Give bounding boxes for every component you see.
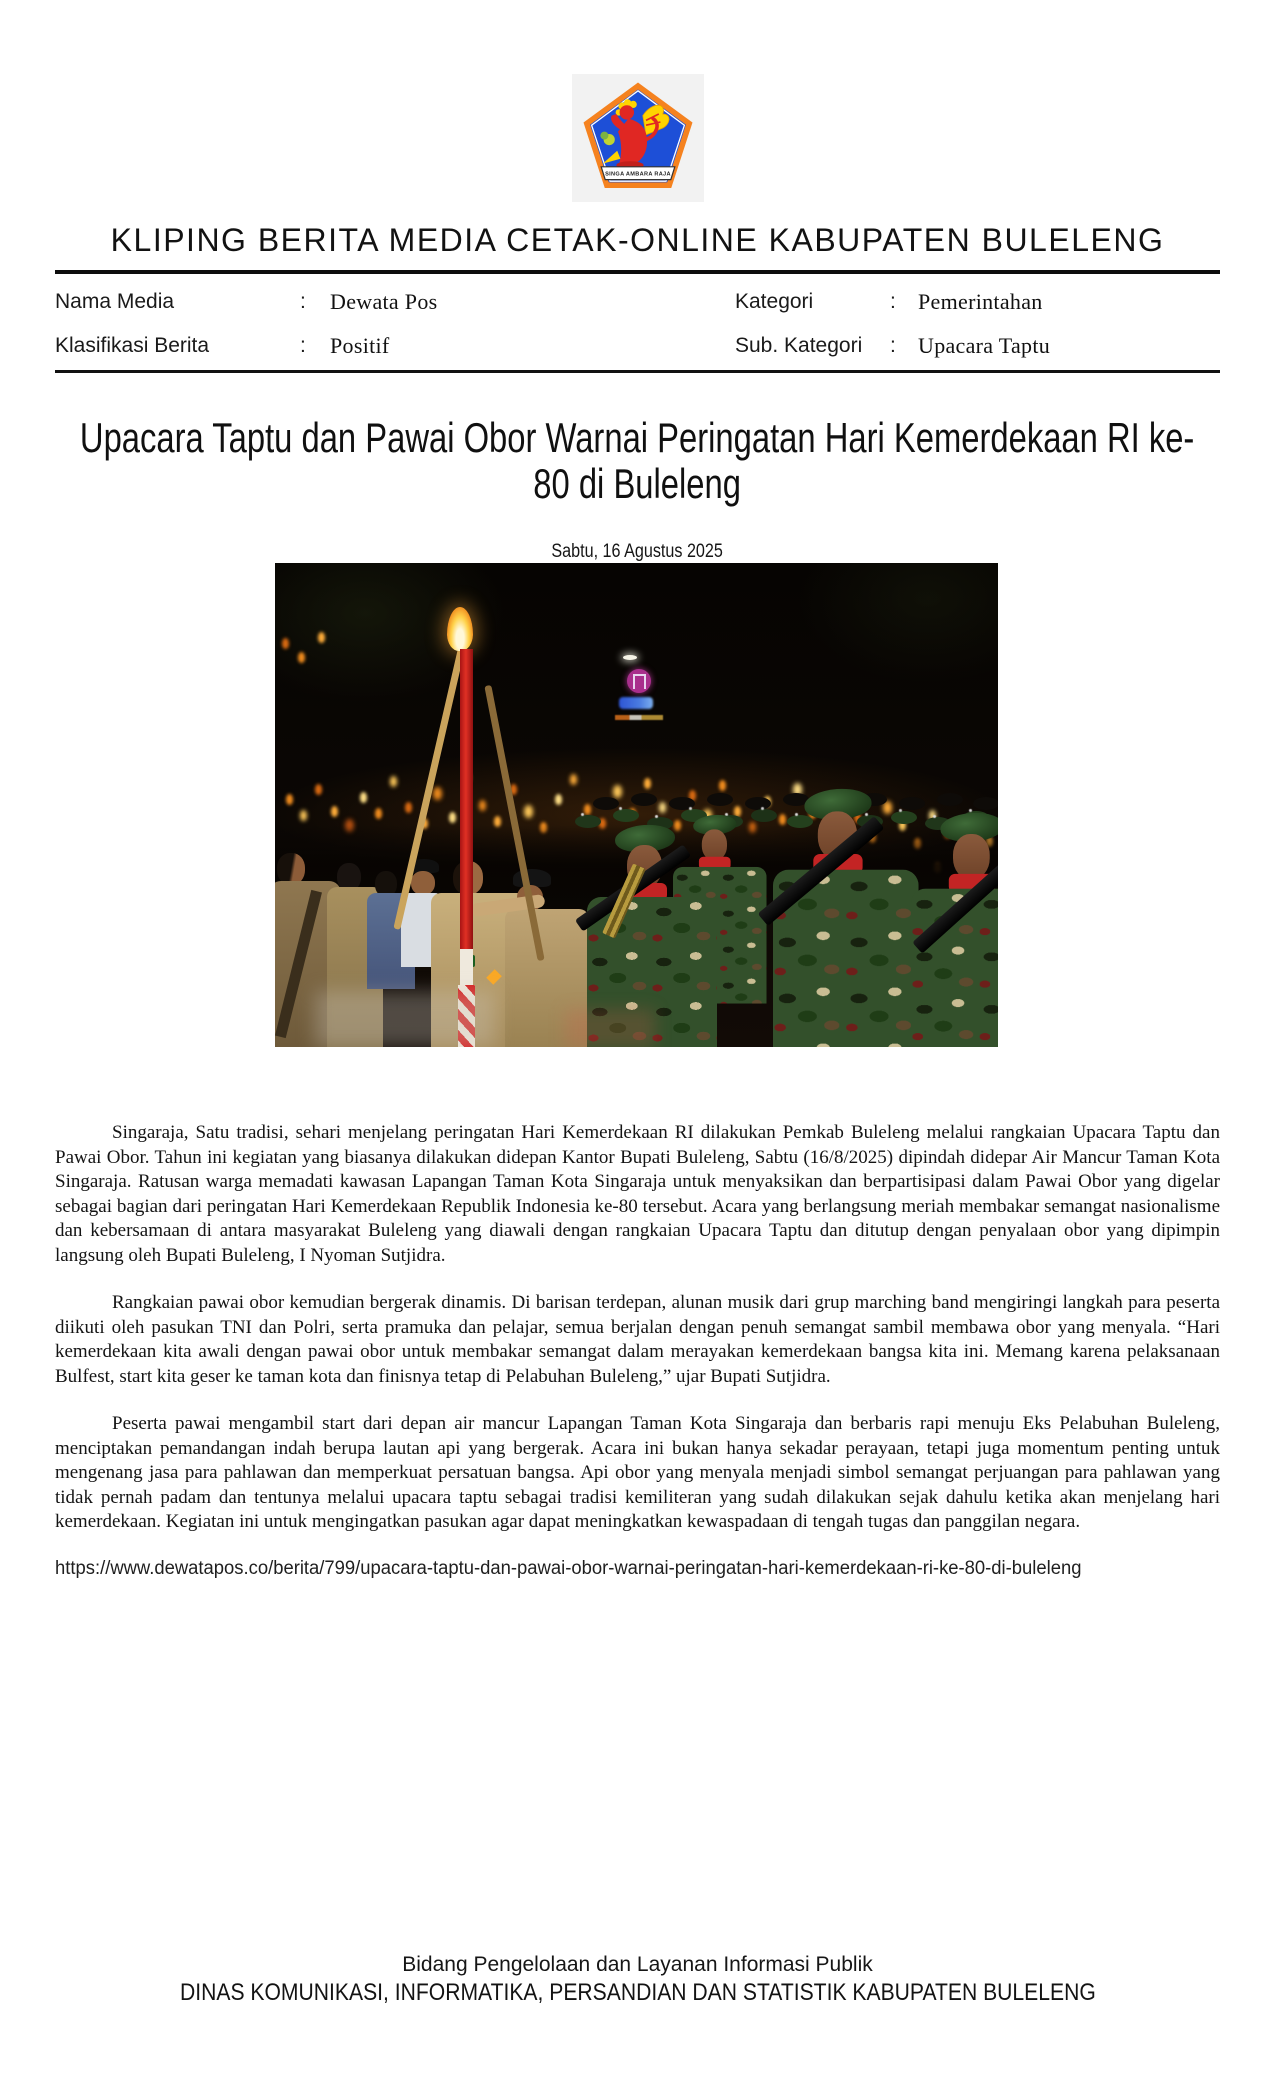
meta-table (55, 274, 1220, 368)
meta-label-nama-media: Nama Media (55, 290, 175, 313)
meta-value-nama-media: Dewata Pos (330, 289, 438, 314)
meta-column-left (55, 280, 735, 368)
article-photo-torch-parade (275, 563, 998, 1047)
red-white-torch-pole (460, 649, 473, 1047)
seal-banner-text: SINGA AMBARA RAJA (604, 171, 671, 178)
main-torch-flame (447, 607, 473, 651)
meta-colon: : (890, 290, 896, 313)
pole-red-segment (460, 649, 473, 949)
meta-label-kategori: Kategori (735, 290, 814, 313)
article-paragraph: Rangkaian pawai obor kemudian bergerak dinamis. Di barisan terdepan, alunan musik dari grup marching band mengiringi langkah para peserta diikuti oleh pasukan TNI dan Polri, serta pramuka dan pelajar, semua berjalan dengan penuh semangat sambil membawa obor yang menyala. “Hari kemerdekaan kita awali dengan pawai obor untuk membakar semangat dalam merayakan kemerdekaan bangsa kita ini. Memang karena pelaksanaan Bulfest, start kita geser ke taman kota dan finisnya tetap di Pelabuhan Buleleng,” ujar Bupati Sutjidra. (55, 1292, 1220, 1387)
pole-white-segment (460, 949, 473, 985)
meta-value-sub-kategori: Upacara Taptu (918, 333, 1051, 358)
article-paragraph: Peserta pawai mengambil start dari depan air mancur Lapangan Taman Kota Singaraja dan berbaris rapi menuju Eks Pelabuhan Buleleng, menciptakan pemandangan indah berupa lautan api yang bergerak. Acara ini bukan hanya sekadar perayaan, tetapi juga momentum penting untuk mengenang jasa para pahlawan dan memperkuat persatuan bangsa. Api obor yang menyala menjadi simbol semangat perjuangan para pahlawan yang tidak pernah padam dan tentunya melalui upacara taptu sebagai tradisi kemiliteran yang sudah dilakukan sejak dahulu ketika akan menjelang hari kemerdekaan. Kegiatan ini untuk mengingatkan pasukan agar dapat meningkatkan kewaspadaan di tengah tugas dan panggilan negara. (55, 1413, 1220, 1533)
soldier-face (953, 834, 990, 879)
blue-sign-text (619, 697, 653, 709)
article-body (55, 1121, 1220, 1535)
article-date: Sabtu, 16 Agustus 2025 (551, 541, 724, 563)
meta-column-right (735, 280, 1220, 368)
header-divider-bottom (55, 370, 1220, 373)
article-paragraph: Singaraja, Satu tradisi, sehari menjelang peringatan Hari Kemerdekaan RI dilakukan Pemkab Buleleng melalui rangkaian Upacara Taptu dan Pawai Obor. Tahun ini kegiatan yang biasanya dilakukan didepan Kantor Bupati Buleleng, Sabtu (16/8/2025) dipindah didepar Air Mancur Taman Kota Singaraja. Ratusan warga memadati kawasan Lapangan Taman Kota Singaraja untuk menyaksikan dan berpartisipasi dalam Pawai Obor yang digelar sebagai bagian dari peringatan Hari Kemerdekaan Republik Indonesia ke-80 tersebut. Acara yang berlangsung meriah membakar semangat nasionalisme dan kebersamaan di antara masyarakat Buleleng yang diawali dengan rangkaian Upacara Taptu dan ditutup dengan penyalaan obor yang dipimpin langsung oleh Bupati Buleleng, I Nyoman Sutjidra. (55, 1122, 1220, 1266)
footer-division-name: Bidang Pengelolaan dan Layanan Informasi Publik (402, 1953, 873, 1976)
source-url-link[interactable]: https://www.dewatapos.co/berita/799/upacara-taptu-dan-pawai-obor-warnai-peringatan-hari-kemerdekaan-ri-ke-80-di-buleleng (55, 1557, 1082, 1579)
meta-colon: : (890, 334, 896, 357)
meta-label-klasifikasi: Klasifikasi Berita (55, 334, 210, 357)
footer-agency-name: DINAS KOMUNIKASI, INFORMATIKA, PERSANDIAN DAN STATISTIK KABUPATEN BULELENG (179, 1979, 1096, 2006)
motion-blur-red (565, 1009, 655, 1047)
tree-silhouette-right (798, 563, 998, 683)
buleleng-seal-logo (572, 74, 704, 202)
article-title: Upacara Taptu dan Pawai Obor Warnai Peringatan Hari Kemerdekaan RI ke-80 di Buleleng (80, 413, 1195, 507)
sign-small-strip (615, 715, 663, 720)
civilian-face (411, 871, 435, 895)
street-lamp-light (623, 655, 637, 660)
seal-pentagon-graphic (580, 82, 696, 194)
meta-colon: : (300, 334, 306, 357)
purple-sign-letter (633, 674, 646, 689)
meta-value-kategori: Pemerintahan (918, 289, 1043, 314)
meta-label-sub-kategori: Sub. Kategori (735, 334, 863, 357)
meta-value-klasifikasi: Positif (330, 333, 390, 358)
document-footer (0, 1952, 1275, 2008)
motion-blur-highlight (315, 991, 495, 1047)
document-title: KLIPING BERITA MEDIA CETAK-ONLINE KABUPATEN BULELENG (110, 222, 1165, 258)
meta-colon: : (300, 290, 306, 313)
